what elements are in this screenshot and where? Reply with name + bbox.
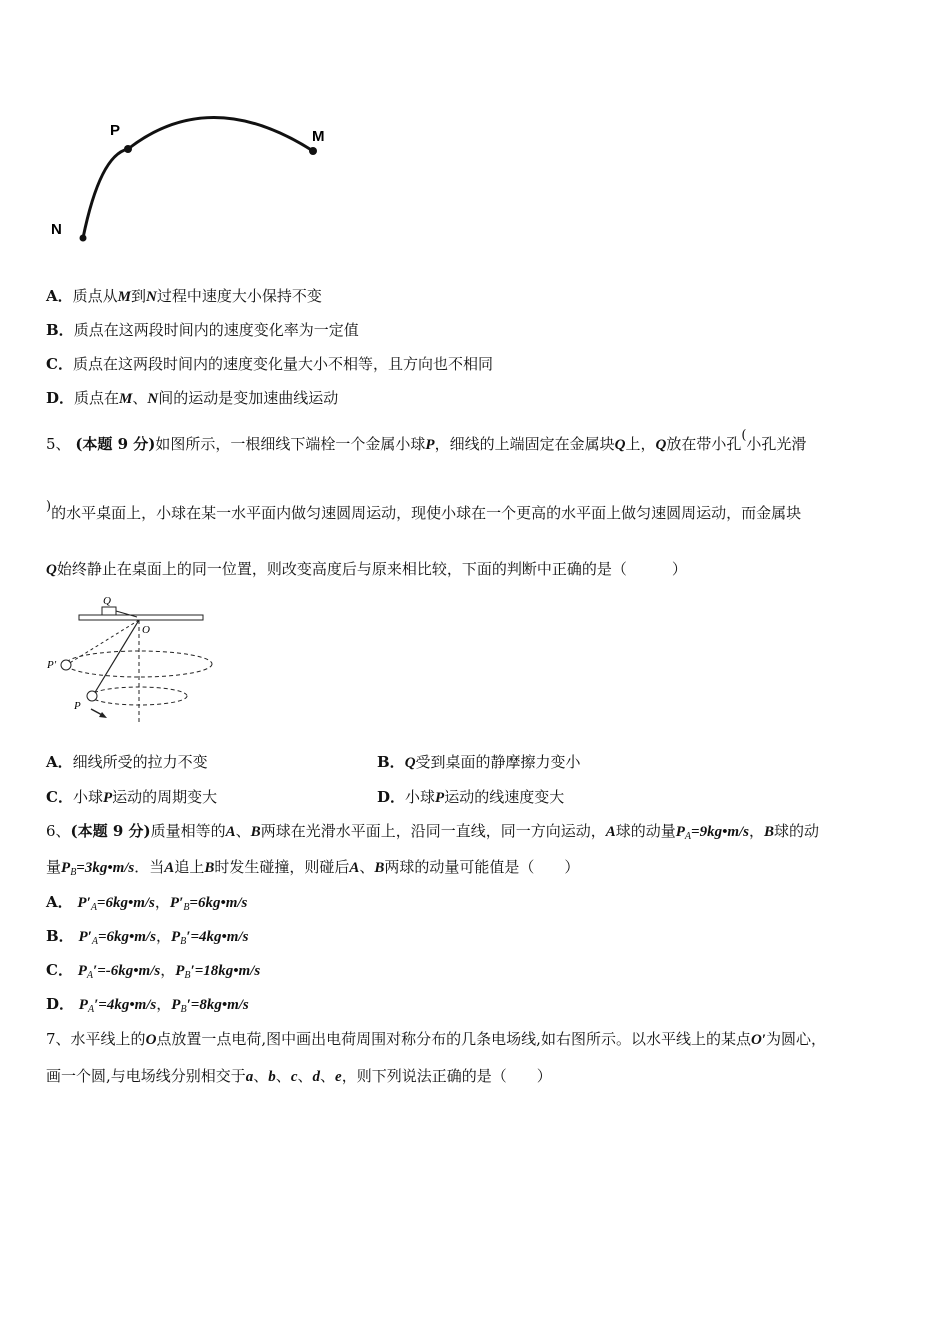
symbol-p: P — [102, 790, 113, 806]
symbol-q: Q — [655, 437, 667, 453]
subscript: A — [87, 1004, 95, 1015]
q5-option-d — [377, 787, 564, 808]
subscript: A — [684, 831, 692, 842]
point-n-dot — [80, 235, 87, 242]
value-pb: ′=18kg•m/s — [190, 963, 261, 979]
metal-block-q — [102, 607, 116, 615]
q4-option-a — [46, 286, 322, 307]
subscript: B — [70, 867, 77, 878]
text: 质点在这两段时间内的速度变化率为一定值 — [73, 321, 359, 339]
symbol-m: M — [119, 391, 133, 407]
text: 球的动量 — [615, 822, 676, 840]
text: 小孔光滑 — [746, 435, 807, 453]
text: 的水平桌面上，小球在某一水平面内做匀速圆周运动，现使小球在一个更高的水平面上做匀速圆周运动，而金属块 — [51, 504, 802, 522]
text: 、 — [297, 1067, 313, 1085]
symbol-pb: P′ — [169, 895, 184, 911]
symbol-pa: P′ — [78, 929, 92, 945]
q5-option-a — [46, 752, 208, 772]
q6-stem-line-2 — [46, 857, 579, 883]
text: 、 — [132, 389, 148, 407]
text: 间的运动是变加速曲线运动 — [158, 389, 339, 407]
symbol-b: B — [204, 860, 215, 876]
text: 两球在光滑水平面上，沿同一直线，同一方向运动， — [260, 822, 606, 840]
symbol-o-prime: O′ — [750, 1032, 767, 1048]
option-key: B． — [46, 927, 74, 945]
text: 质量相等的 — [150, 822, 226, 840]
text: 两球的动量可能值是（ ） — [384, 858, 580, 876]
text: 球的动 — [774, 822, 820, 840]
point-m-dot — [309, 147, 317, 155]
symbol-pa: P — [675, 824, 685, 840]
text: 、 — [320, 1067, 336, 1085]
q5-stem-line-2 — [46, 499, 802, 525]
score: (本题 9 分) — [75, 435, 156, 453]
symbol-p: P — [435, 790, 445, 806]
text: 、 — [235, 822, 251, 840]
text: ，细线的上端固定在金属块 — [434, 435, 615, 453]
subscript: B — [183, 902, 190, 913]
q5-stem-line-1 — [46, 428, 807, 456]
value-pb: =3kg•m/s — [76, 860, 135, 876]
q6-option-d — [46, 994, 249, 1020]
text: ， — [160, 961, 176, 979]
text: 运动的周期变大 — [112, 788, 218, 806]
text: 受到桌面的静摩擦力变小 — [415, 753, 581, 771]
symbol-p: P — [425, 437, 435, 453]
symbol-c: c — [290, 1069, 298, 1085]
text: ．当 — [134, 858, 165, 876]
symbol-pa: P′ — [77, 895, 91, 911]
label-m: M — [312, 128, 325, 145]
q7-stem-line-2 — [46, 1066, 552, 1087]
text: 、 — [275, 1067, 291, 1085]
option-key: A． — [46, 287, 73, 305]
symbol-a: A — [225, 824, 236, 840]
option-key: B． — [377, 753, 405, 771]
label-o: O — [142, 624, 150, 636]
label-p-prime: P′ — [47, 659, 57, 671]
text: 小球 — [405, 788, 436, 806]
text: 量 — [46, 858, 62, 876]
value-pa: =6kg•m/s — [96, 895, 155, 911]
symbol-b: B — [250, 824, 261, 840]
option-key: C． — [46, 788, 73, 806]
text: ， — [156, 995, 172, 1013]
label-p: P — [74, 700, 81, 712]
conical-pendulum-figure — [44, 592, 224, 727]
table-surface — [79, 615, 203, 620]
text: 放在带小孔 — [666, 435, 742, 453]
text: 到 — [131, 287, 147, 305]
subscript: A — [86, 970, 94, 981]
label-q: Q — [103, 595, 111, 607]
text: ，则下列说法正确的是（ ） — [341, 1067, 552, 1085]
q6-stem-line-1 — [46, 821, 819, 847]
option-key: A． — [46, 753, 73, 771]
ball-p-prime — [61, 660, 71, 670]
ball-p — [87, 691, 97, 701]
value-pa: =6kg•m/s — [97, 929, 156, 945]
symbol-q: Q — [404, 755, 416, 771]
value-pb: ′=4kg•m/s — [186, 929, 249, 945]
label-n: N — [51, 221, 62, 238]
symbol-a: A — [164, 860, 175, 876]
text: 质点在这两段时间内的速度变化量大小不相等，且方向也不相同 — [72, 355, 493, 373]
text: ， — [154, 893, 170, 911]
trajectory-figure — [40, 95, 340, 255]
text: 为圆心， — [766, 1030, 827, 1048]
q4-option-c — [46, 354, 493, 374]
text: 画一个圆,与电场线分别相交于 — [46, 1067, 246, 1085]
symbol-pb: P — [170, 929, 181, 945]
subscript: B — [180, 936, 187, 947]
symbol-b: B — [764, 824, 775, 840]
value-pb: ′=8kg•m/s — [186, 997, 249, 1013]
option-key: D． — [377, 788, 406, 806]
text: 质点在 — [74, 389, 120, 407]
paren: ) — [46, 499, 52, 514]
symbol-n: N — [146, 289, 157, 305]
text: 水平线上的 — [70, 1030, 146, 1048]
point-p-dot — [124, 145, 132, 153]
subscript: A — [91, 936, 98, 947]
text: 点放置一点电荷,图中画出电荷周围对称分布的几条电场线,如右图所示。以水平线上的某点 — [156, 1030, 751, 1048]
q6-option-c — [46, 960, 260, 986]
text: 时发生碰撞，则碰后 — [214, 858, 350, 876]
subscript: A — [90, 902, 97, 913]
symbol-q: Q — [46, 562, 57, 578]
symbol-pb: P — [171, 997, 181, 1013]
q5-option-b — [377, 752, 581, 773]
symbol-pb: P — [175, 963, 185, 979]
score: (本题 9 分) — [70, 822, 151, 840]
value-pa: ′=-6kg•m/s — [93, 963, 161, 979]
text: 、 — [253, 1067, 269, 1085]
text: 、 — [359, 858, 375, 876]
symbol-o: O — [145, 1032, 157, 1048]
value-pa: =9kg•m/s — [691, 824, 749, 840]
text: 始终静止在桌面上的同一位置，则改变高度后与原来相比较，下面的判断中正确的是（ ） — [56, 560, 687, 578]
motion-arrowhead — [99, 712, 107, 718]
symbol-a: A — [605, 824, 616, 840]
symbol-m: M — [117, 289, 131, 305]
text: 追上 — [174, 858, 205, 876]
string-upper — [68, 620, 139, 664]
symbol-d: d — [312, 1069, 320, 1085]
question-number: 7、 — [46, 1030, 71, 1048]
symbol-pa: P — [77, 963, 87, 979]
q7-stem-line-1 — [46, 1029, 826, 1050]
symbol-q: Q — [614, 437, 626, 453]
subscript: B — [180, 1004, 187, 1015]
option-key: C． — [46, 961, 73, 979]
q6-option-b — [46, 926, 248, 952]
symbol-a: a — [245, 1069, 254, 1085]
value-pa: ′=4kg•m/s — [94, 997, 157, 1013]
text: 细线所受的拉力不变 — [72, 753, 208, 771]
symbol-e: e — [335, 1069, 342, 1085]
symbol-n: N — [147, 391, 159, 407]
text: ， — [749, 822, 765, 840]
symbol-b: B — [374, 860, 385, 876]
question-number: 5、 — [46, 435, 71, 453]
text: 小球 — [72, 788, 103, 806]
option-key: B． — [46, 321, 74, 339]
q4-option-d — [46, 388, 338, 409]
value-pb: =6kg•m/s — [189, 895, 248, 911]
subscript: B — [184, 970, 191, 981]
label-p: P — [110, 122, 121, 139]
paren: ( — [741, 428, 747, 443]
text: 质点从 — [72, 287, 118, 305]
q6-option-a — [46, 892, 247, 918]
symbol-b: b — [268, 1069, 276, 1085]
q5-stem-line-3 — [46, 559, 687, 580]
text: 上， — [625, 435, 656, 453]
option-key: D． — [46, 389, 75, 407]
symbol-pa: P — [78, 997, 88, 1013]
option-key: D． — [46, 995, 75, 1013]
text: ， — [155, 927, 171, 945]
symbol-a: A — [349, 860, 360, 876]
option-key: C． — [46, 355, 73, 373]
question-number: 6、 — [46, 822, 71, 840]
option-key: A． — [46, 893, 73, 911]
lower-orbit — [91, 687, 187, 705]
symbol-pb: P — [61, 860, 71, 876]
text: 如图所示，一根细线下端栓一个金属小球 — [155, 435, 426, 453]
q4-option-b — [46, 320, 359, 340]
text: 过程中速度大小保持不变 — [156, 287, 322, 305]
q5-option-c — [46, 787, 217, 808]
string-lower — [94, 620, 139, 694]
text: 运动的线速度变大 — [444, 788, 565, 806]
